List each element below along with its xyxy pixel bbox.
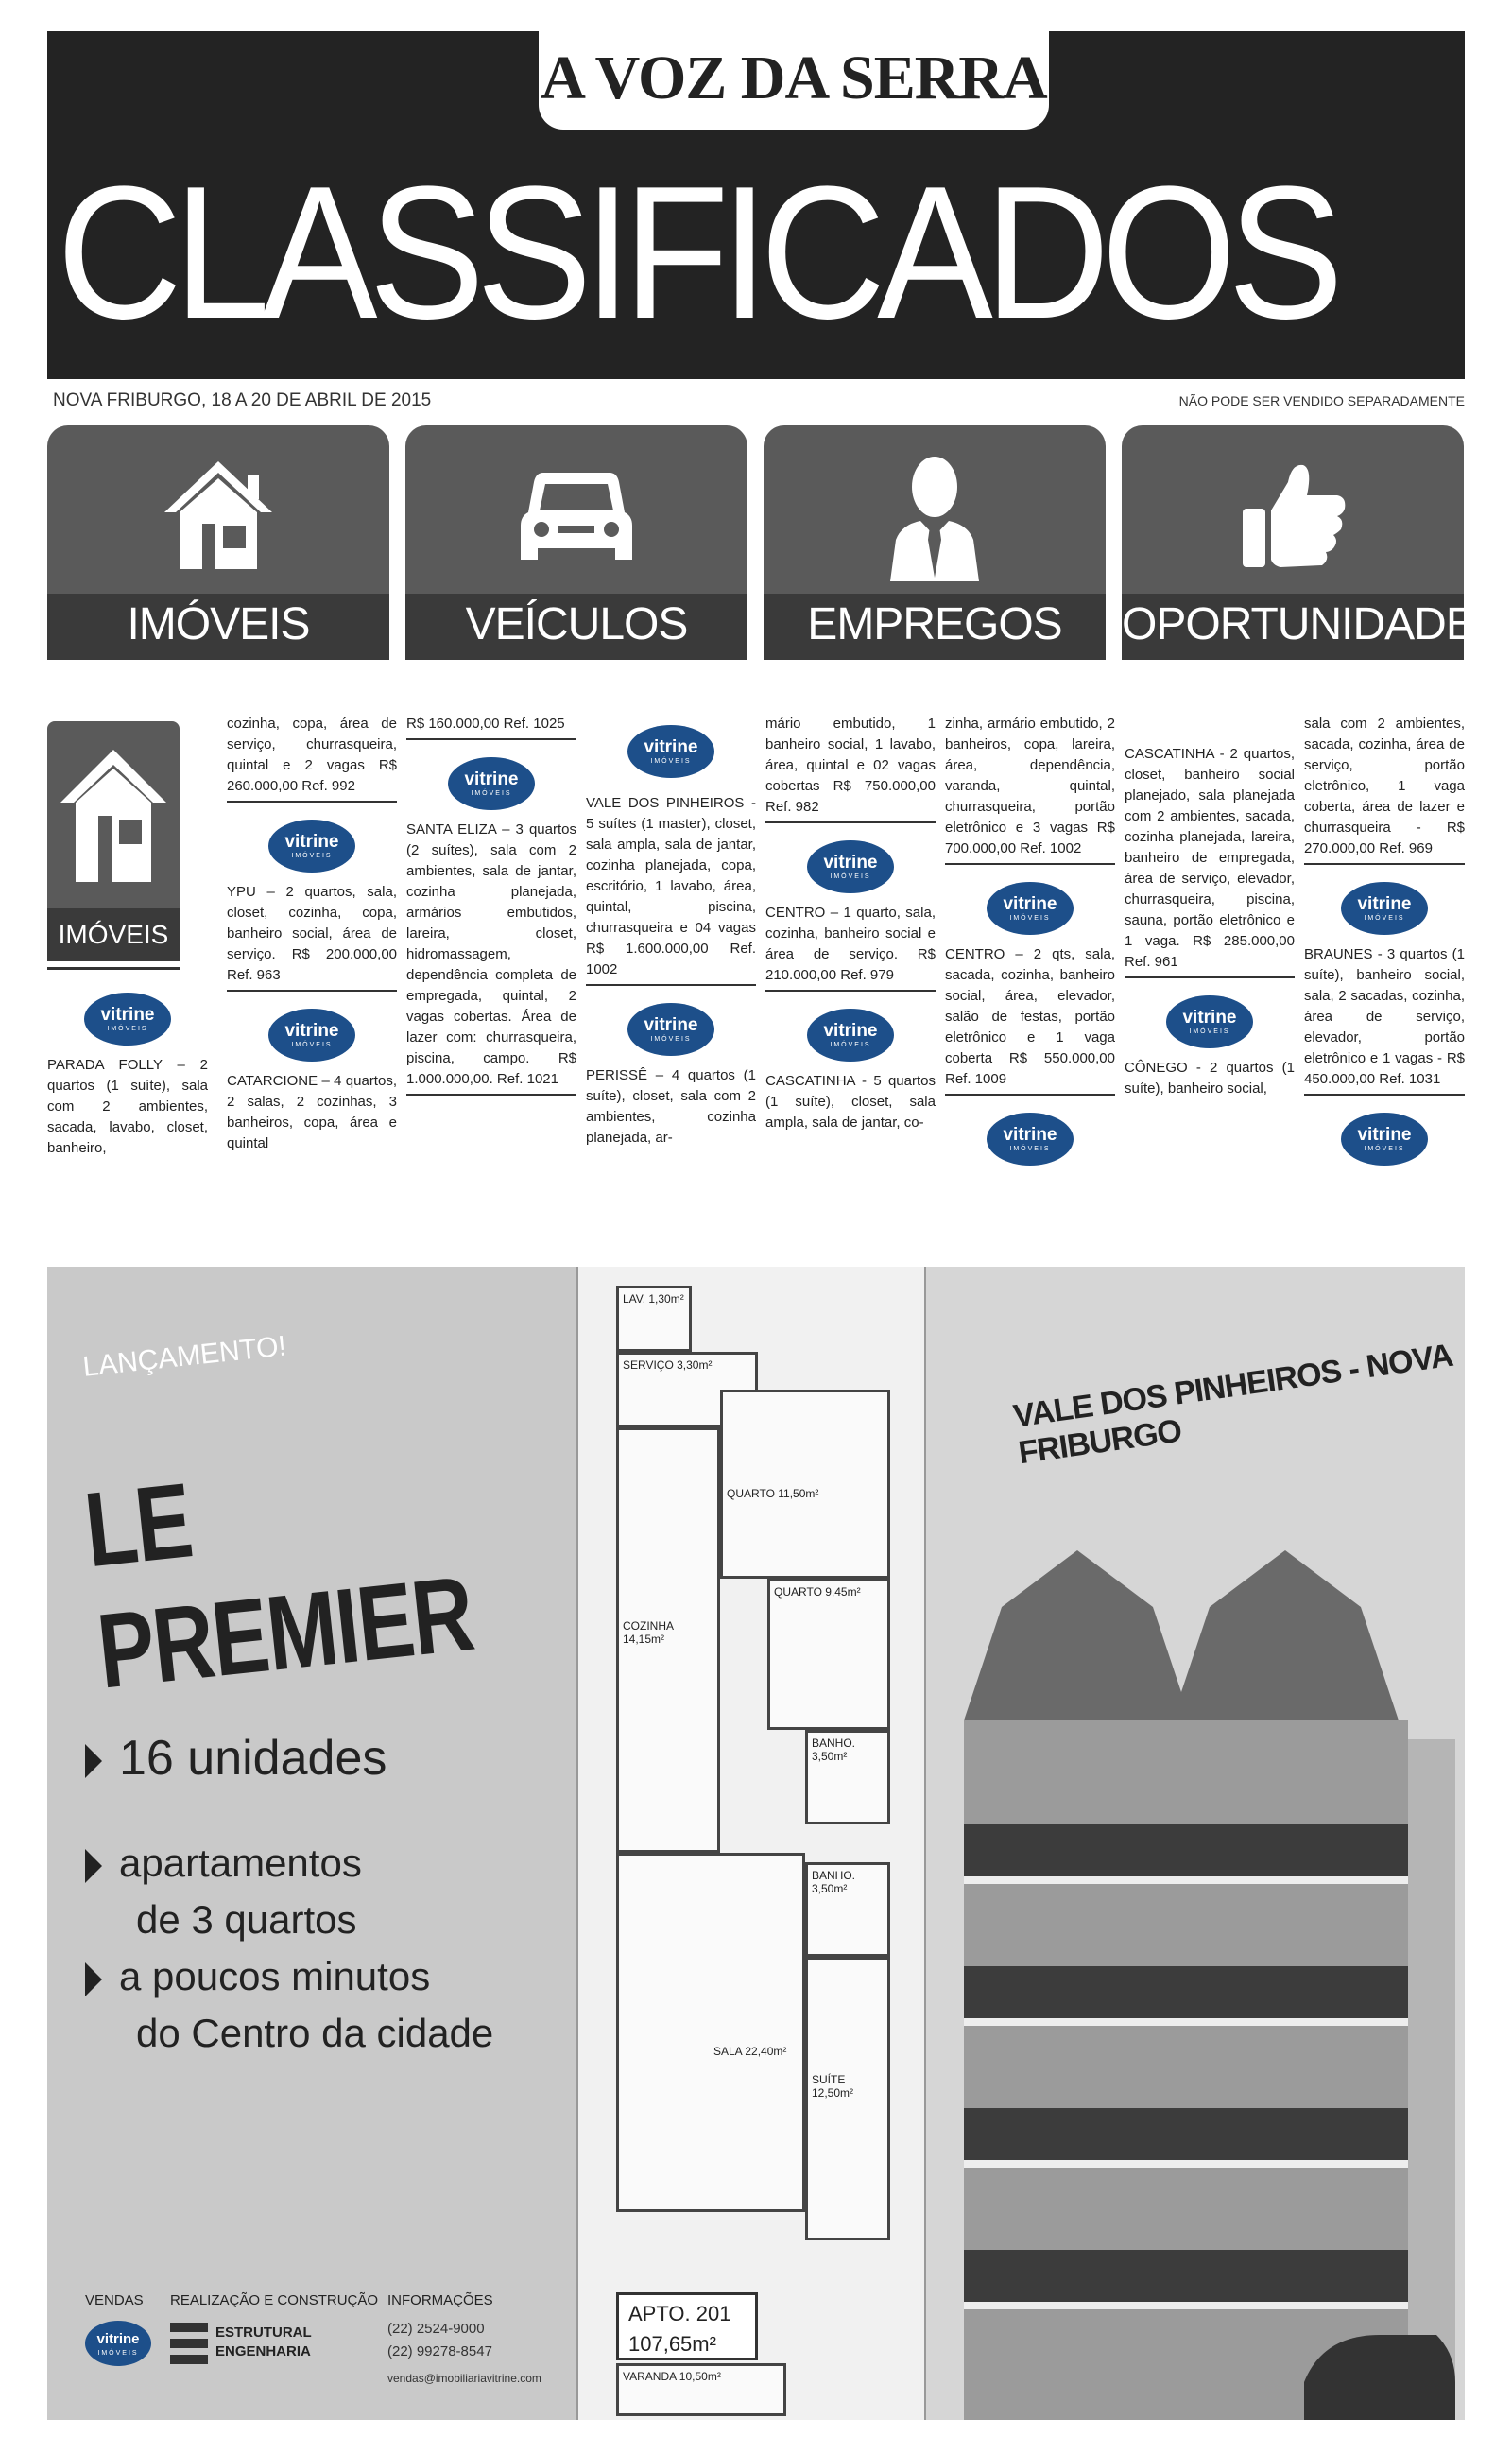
divider xyxy=(227,801,397,803)
ad-text: mário embutido, 1 banheiro social, 1 lavabo, área, quintal e 02 vagas cobertas R$ 750.000,00 Ref. 982 xyxy=(765,716,936,815)
ad-text: PERISSÊ – 4 quartos (1 suíte), closet, sala com 2 ambientes, cozinha planejada, ar- xyxy=(586,1067,756,1146)
category-label: VEÍCULOS xyxy=(405,594,747,660)
room-quarto-2: QUARTO 9,45m² xyxy=(767,1579,890,1730)
vitrine-logo: vitrine IMÓVEIS xyxy=(1341,882,1428,935)
ad-column-8 xyxy=(1304,714,1465,1175)
room-suite: SUÍTE 12,50m² xyxy=(805,1957,890,2240)
ad-column-1 xyxy=(47,983,208,1163)
divider xyxy=(1125,976,1295,978)
ad-text: PARADA FOLLY – 2 quartos (1 suíte), sala com 2 ambientes, sacada, lavabo, closet, banheiro, xyxy=(47,1057,208,1156)
ad-text: SANTA ELIZA – 3 quartos (2 suítes), sala com 2 ambientes, sala de jantar, cozinha planejada, armários embutidos, lareira, closet, hidromassagem, dependência completa de empregada, quintal, 2 vagas cobertas. Área de lazer com: churrasqueira, piscina, campo. R$ 1.000.000,00. Ref. 1021 xyxy=(406,821,576,1087)
ad-text: sala com 2 ambientes, sacada, cozinha, área de serviço, portão eletrônico, 1 vaga coberta, área de lazer e churrasqueira - R$ 270.000,00 Ref. 969 xyxy=(1304,716,1465,856)
vitrine-logo: vitrine IMÓVEIS xyxy=(1341,1113,1428,1166)
ad-column-6 xyxy=(945,714,1115,1175)
builder-name: ESTRUTURAL xyxy=(215,2324,312,2341)
vitrine-logo: vitrine IMÓVEIS xyxy=(627,1003,714,1056)
bullet-text: 16 unidades xyxy=(119,1731,387,1786)
imoveis-badge xyxy=(47,721,180,961)
vitrine-logo: vitrine IMÓVEIS xyxy=(987,882,1074,935)
dateline: NOVA FRIBURGO, 18 A 20 DE ABRIL DE 2015 xyxy=(53,390,432,410)
divider xyxy=(945,1094,1115,1096)
promo-location: VALE DOS PINHEIROS - NOVA FRIBURGO xyxy=(1011,1337,1454,1472)
vitrine-logo: vitrine IMÓVEIS xyxy=(807,1009,894,1062)
ad-column-4 xyxy=(586,714,756,1152)
divider xyxy=(47,967,180,970)
building-illustration xyxy=(964,1550,1455,2420)
businessman-icon xyxy=(764,444,1106,586)
unit-label xyxy=(616,2292,758,2360)
room-varanda: VARANDA 10,50m² xyxy=(616,2363,786,2416)
divider xyxy=(227,990,397,992)
divider xyxy=(586,984,756,986)
unit-area: 107,65m² xyxy=(628,2332,716,2356)
ad-column-3 xyxy=(406,714,576,1113)
bullet-text: apartamentos xyxy=(119,1840,362,1885)
divider xyxy=(765,821,936,823)
promo-right-panel xyxy=(926,1267,1465,2420)
category-bar xyxy=(47,425,1504,660)
ad-text: BRAUNES - 3 quartos (1 suíte), banheiro social, sala, 2 sacadas, cozinha, área de serviço, elevador, portão eletrônico e 1 vagas - R$ 450.000,00 Ref. 1031 xyxy=(1304,946,1465,1087)
ad-text: zinha, armário embutido, 2 banheiros, copa, lareira, área, dependência, varanda, quintal, churrasqueira, portão eletrônico e 3 vagas R$ 700.000,00 Ref. 1002 xyxy=(945,716,1115,856)
sales-heading: VENDAS xyxy=(85,2292,144,2308)
classified-ads xyxy=(47,714,1465,1205)
bullet-text-line: de 3 quartos xyxy=(136,1897,357,1942)
arrow-icon xyxy=(85,1744,102,1778)
ad-column-5 xyxy=(765,714,936,1137)
section-title: CLASSIFICADOS xyxy=(57,147,1335,358)
ad-text: VALE DOS PINHEIROS - 5 suítes (1 master), closet, sala ampla, sala de jantar, cozinha planejada, copa, escritório, 1 lavabo, área, quintal, piscina, churrasqueira e 04 vagas R$ 1.600.000,00 Ref. 1002 xyxy=(586,795,756,977)
vitrine-logo: vitrine IMÓVEIS xyxy=(987,1113,1074,1166)
vitrine-logo: vitrine IMÓVEIS xyxy=(85,2321,151,2366)
info-heading: INFORMAÇÕES xyxy=(387,2292,493,2308)
category-oportunidades[interactable] xyxy=(1122,425,1504,660)
divider xyxy=(1304,1094,1465,1096)
category-label: IMÓVEIS xyxy=(47,594,389,660)
category-imoveis[interactable] xyxy=(47,425,389,660)
estrutural-logo-icon xyxy=(170,2323,208,2369)
phone-1[interactable]: (22) 2524-9000 xyxy=(387,2321,485,2337)
room-banho-1: BANHO. 3,50m² xyxy=(805,1730,890,1824)
construction-heading: REALIZAÇÃO E CONSTRUÇÃO xyxy=(170,2292,379,2308)
ad-column-7 xyxy=(1125,714,1295,1103)
room-sala: SALA 22,40m² xyxy=(616,1853,805,2212)
promo-bullet xyxy=(85,1952,430,2001)
room-servico: SERVIÇO 3,30m² xyxy=(616,1352,758,1427)
ad-column-2 xyxy=(227,714,397,1158)
promo-footer xyxy=(85,2292,576,2415)
category-label: EMPREGOS xyxy=(764,594,1106,660)
room-cozinha: COZINHA 14,15m² xyxy=(616,1427,720,1853)
bullet-text: a poucos minutos xyxy=(119,1954,431,1998)
newspaper-name: A VOZ DA SERRA xyxy=(539,31,1049,130)
divider xyxy=(406,1094,576,1096)
ad-text: YPU – 2 quartos, sala, closet, cozinha, copa, banheiro social, área de serviço. R$ 200.000,00 Ref. 963 xyxy=(227,884,397,983)
promo-advertisement xyxy=(47,1267,1465,2420)
divider xyxy=(765,990,936,992)
promo-bullet xyxy=(85,1839,362,1888)
imoveis-badge-label: IMÓVEIS xyxy=(47,908,180,961)
promo-left-panel xyxy=(47,1267,576,2420)
house-icon xyxy=(47,444,389,586)
room-banho-2: BANHO. 3,50m² xyxy=(805,1862,890,1957)
email-link[interactable]: vendas@imobiliariavitrine.com xyxy=(387,2372,541,2385)
vitrine-logo: vitrine IMÓVEIS xyxy=(84,993,171,1046)
ad-text: CASCATINHA - 5 quartos (1 suíte), closet, sala ampla, sala de jantar, co- xyxy=(765,1073,936,1131)
divider xyxy=(945,863,1115,865)
arrow-icon xyxy=(85,1962,102,1996)
vitrine-logo: vitrine IMÓVEIS xyxy=(627,725,714,778)
category-label: OPORTUNIDADES xyxy=(1122,594,1464,660)
room-quarto-1: QUARTO 11,50m² xyxy=(720,1390,890,1579)
divider xyxy=(406,738,576,740)
sale-notice: NÃO PODE SER VENDIDO SEPARADAMENTE xyxy=(1178,393,1465,408)
vitrine-logo: vitrine IMÓVEIS xyxy=(448,757,535,810)
unit-number: APTO. 201 xyxy=(628,2302,731,2325)
ad-text: CENTRO – 2 qts, sala, sacada, cozinha, banheiro social, área, elevador, salão de festas, portão eletrônico e 1 vaga coberta R$ 550.000,00 Ref. 1009 xyxy=(945,946,1115,1087)
bullet-text-line: do Centro da cidade xyxy=(136,2011,494,2055)
room-lavabo: LAV. 1,30m² xyxy=(616,1286,692,1352)
ad-text: CASCATINHA - 2 quartos, closet, banheiro social planejado, sala planejada com 2 ambientes, sacada, cozinha planejada, lareira, banheiro de empregada, área de serviço, elevador, churrasqueira, piscina, sauna, portão eletrônico e 1 vaga. R$ 285.000,00 Ref. 961 xyxy=(1125,746,1295,970)
car-icon xyxy=(405,444,747,586)
promo-bullet xyxy=(85,1730,387,1787)
ad-text: CÔNEGO - 2 quartos (1 suíte), banheiro social, xyxy=(1125,1060,1295,1097)
vitrine-logo: vitrine IMÓVEIS xyxy=(268,1009,355,1062)
ad-text: cozinha, copa, área de serviço, churrasqueira, quintal e 2 vagas R$ 260.000,00 Ref. 992 xyxy=(227,716,397,794)
vitrine-logo: vitrine IMÓVEIS xyxy=(1166,995,1253,1048)
vitrine-logo: vitrine IMÓVEIS xyxy=(268,820,355,873)
category-veiculos[interactable] xyxy=(405,425,747,660)
thumbs-up-icon xyxy=(1122,444,1464,586)
arrow-icon xyxy=(85,1849,102,1883)
ad-text: CATARCIONE – 4 quartos, 2 salas, 2 cozinhas, 3 banheiros, copa, área e quintal xyxy=(227,1073,397,1151)
vitrine-logo: vitrine IMÓVEIS xyxy=(807,840,894,893)
masthead xyxy=(47,31,1465,379)
promo-name: LE PREMIER xyxy=(79,1460,478,1711)
promo-tag: LANÇAMENTO! xyxy=(81,1330,288,1383)
floor-plan xyxy=(576,1267,926,2420)
phone-2[interactable]: (22) 99278-8547 xyxy=(387,2343,492,2359)
ad-text: R$ 160.000,00 Ref. 1025 xyxy=(406,716,565,732)
house-icon xyxy=(57,740,170,896)
ad-text: CENTRO – 1 quarto, sala, cozinha, banheiro social e área de serviço. R$ 210.000,00 Ref. 979 xyxy=(765,905,936,983)
builder-name-2: ENGENHARIA xyxy=(215,2343,311,2359)
category-empregos[interactable] xyxy=(764,425,1106,660)
divider xyxy=(1304,863,1465,865)
